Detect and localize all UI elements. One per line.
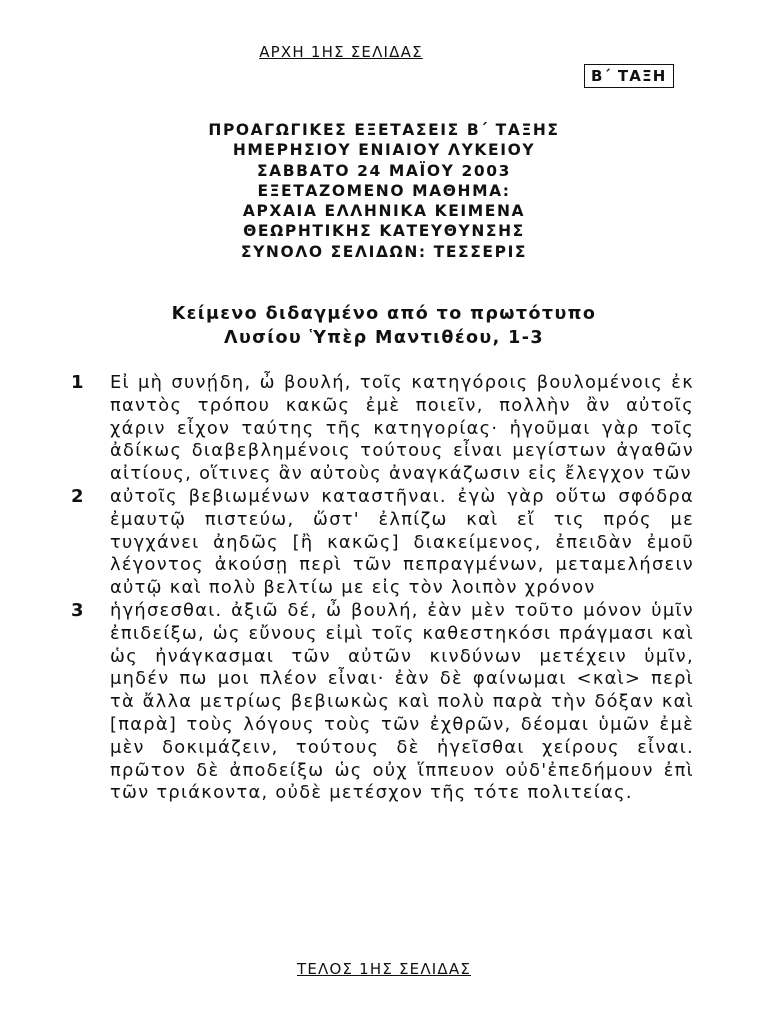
paragraph-text: ἡγήσεσθαι. ἀξιῶ δέ, ὦ βουλή, ἐὰν μὲν τοῦτο μόνον ὑμῖν ἐπιδείξω, ὡς εὔνους εἰμὶ τοῖς καθεστηκόσι πράγμασι καὶ ὡς ἠνάγκασμαι τῶν αὐτῶν κινδύνων μετέχειν ὑμῖν, μηδέν πω μοι πλέον εἶναι· ἐὰν δὲ φαίνωμαι <καὶ> περὶ τὰ ἄλλα μετρίως βεβιωκὼς καὶ πολὺ παρὰ τὴν δόξαν καὶ [παρὰ] τοὺς λόγους τοὺς τῶν ἐχθρῶν, δέομαι ὑμῶν ἐμὲ μὲν δοκιμάζειν, τούτους δὲ ἡγεῖσθαι χείρους εἶναι. πρῶτον δὲ ἀποδείξω ὡς οὐχ ἵππευον οὐδ'ἐπεδήμουν ἐπὶ τῶν τριάκοντα, οὐδὲ μετέσχον τῆς τότε πολιτείας.	[110, 599, 694, 804]
exam-header	[0, 120, 768, 262]
exam-header-line: ΗΜΕΡΗΣΙΟΥ ΕΝΙΑΙΟΥ ΛΥΚΕΙΟΥ	[232, 141, 536, 160]
page-end-label: ΤΕΛΟΣ 1ΗΣ ΣΕΛΙΔΑΣ	[296, 960, 472, 978]
paragraph	[72, 372, 696, 486]
paragraph	[72, 600, 696, 805]
exam-header-line: ΘΕΩΡΗΤΙΚΗΣ ΚΑΤΕΥΘΥΝΣΗΣ	[243, 222, 525, 241]
exam-header-line: ΑΡΧΑΙΑ ΕΛΛΗΝΙΚΑ ΚΕΙΜΕΝΑ	[242, 202, 526, 221]
text-title-line: Κείμενο διδαγμένο από το πρωτότυπο	[171, 304, 597, 324]
page-start-label: ΑΡΧΗ 1ΗΣ ΣΕΛΙΔΑΣ	[259, 43, 423, 61]
text-title	[0, 302, 768, 350]
paragraph-number: 2	[71, 485, 84, 507]
paragraph-number: 3	[71, 599, 84, 621]
text-title-line: Λυσίου Ὑπὲρ Μαντιθέου, 1-3	[224, 328, 544, 348]
paragraph-text: Εἰ μὴ συνῄδη, ὦ βουλή, τοῖς κατηγόροις βουλομένοις ἐκ παντὸς τρόπου κακῶς ἐμὲ ποιεῖν, πολλὴν ἂν αὐτοῖς χάριν εἶχον ταύτης τῆς κατηγορίας· ἡγοῦμαι γὰρ τοῖς ἀδίκως διαβεβλημένοις τούτους εἶναι μεγίστων ἀγαθῶν αἰτίους, οἵτινες ἂν αὐτοὺς ἀναγκάζωσιν εἰς ἔλεγχον τῶν	[110, 372, 694, 485]
paragraph	[72, 486, 696, 600]
exam-header-line: ΕΞΕΤΑΖΟΜΕΝΟ ΜΑΘΗΜΑ:	[257, 181, 511, 200]
paragraph-number: 1	[71, 372, 84, 393]
passage	[72, 372, 696, 805]
paragraph-text: αὐτοῖς βεβιωμένων καταστῆναι. ἐγὼ γὰρ οὕτω σφόδρα ἐμαυτῷ πιστεύω, ὥστ' ἐλπίζω καὶ εἴ τις πρός με τυγχάνει ἀηδῶς [ἢ κακῶς] διακείμενος, ἐπειδὰν ἐμοῦ λέγοντος ἀκούσῃ περὶ τῶν πεπραγμένων, μεταμελήσειν αὐτῷ καὶ πολὺ βελτίω με εἰς τὸν λοιπὸν χρόνον	[110, 485, 694, 599]
exam-header-line: ΣΥΝΟΛΟ ΣΕΛΙΔΩΝ: ΤΕΣΣΕΡΙΣ	[240, 242, 528, 261]
exam-header-line: ΠΡΟΑΓΩΓΙΚΕΣ ΕΞΕΤΑΣΕΙΣ Β΄ ΤΑΞΗΣ	[208, 121, 560, 139]
exam-header-line: ΣΑΒΒΑΤΟ 24 ΜΑΪΟΥ 2003	[256, 161, 512, 180]
class-label-box: Β΄ ΤΑΞΗ	[584, 64, 674, 88]
